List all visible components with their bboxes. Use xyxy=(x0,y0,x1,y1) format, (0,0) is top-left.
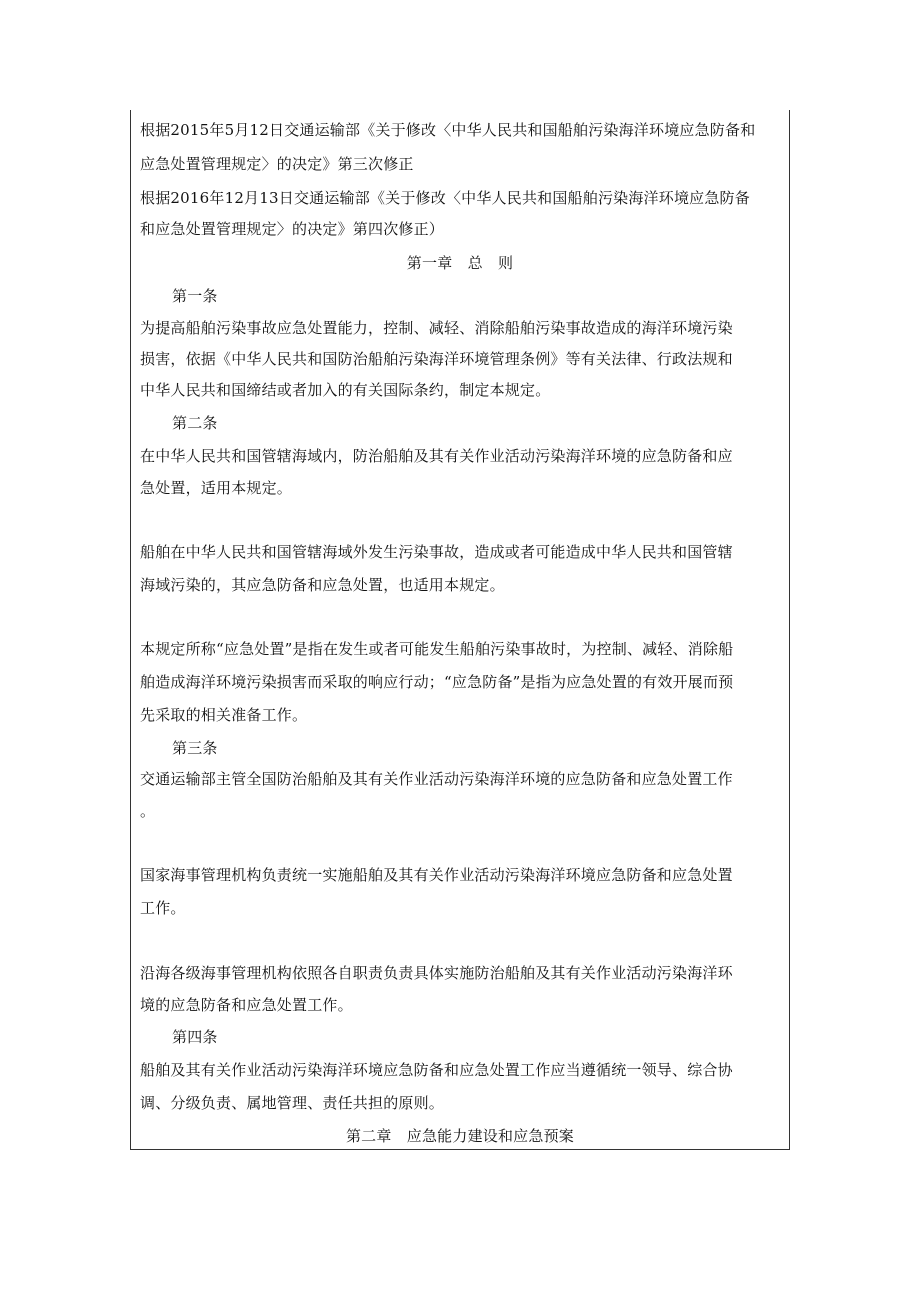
article-2-p2-line: 船舶在中华人民共和国管辖海域外发生污染事故，造成或者可能造成中华人民共和国管辖 xyxy=(140,543,733,561)
article-2-p3-line: 先采取的相关准备工作。 xyxy=(140,706,308,724)
chapter-2-title: 第二章 应急能力建设和应急预案 xyxy=(345,1127,574,1145)
article-4-label: 第四条 xyxy=(172,1028,218,1046)
article-4-line: 船舶及其有关作业活动污染海洋环境应急防备和应急处置工作应当遵循统一领导、综合协 xyxy=(140,1061,733,1079)
article-2-p1-line: 在中华人民共和国管辖海域内，防治船舶及其有关作业活动污染海洋环境的应急防备和应 xyxy=(140,447,733,465)
article-4-line: 调、分级负责、属地管理、责任共担的原则。 xyxy=(140,1094,445,1112)
article-1-line: 中华人民共和国缔结或者加入的有关国际条约，制定本规定。 xyxy=(140,381,551,399)
article-3-p3-line: 境的应急防备和应急处置工作。 xyxy=(140,996,353,1014)
article-1-line: 损害，依据《中华人民共和国防治船舶污染海洋环境管理条例》等有关法律、行政法规和 xyxy=(140,350,733,368)
article-2-p3-line: 本规定所称“应急处置”是指在发生或者可能发生船舶污染事故时，为控制、减轻、消除船 xyxy=(140,640,734,658)
article-3-p1-line: 交通运输部主管全国防治船舶及其有关作业活动污染海洋环境的应急防备和应急处置工作 xyxy=(140,770,733,788)
chapter-1-title: 第一章 总 则 xyxy=(406,254,514,272)
revision-4-line-1: 根据2016年12月13日交通运输部《关于修改〈中华人民共和国船舶污染海洋环境应急防备 xyxy=(140,189,750,207)
revision-3-line-1: 根据2015年5月12日交通运输部《关于修改〈中华人民共和国船舶污染海洋环境应急防备和 xyxy=(140,121,756,139)
article-3-p2-line: 工作。 xyxy=(140,899,186,917)
article-3-p3-line: 沿海各级海事管理机构依照各自职责负责具体实施防治船舶及其有关作业活动污染海洋环 xyxy=(140,964,733,982)
revision-3-line-2: 应急处置管理规定〉的决定》第三次修正 xyxy=(140,155,414,173)
article-1-label: 第一条 xyxy=(172,287,218,305)
article-2-p3-line: 舶造成海洋环境污染损害而采取的响应行动；“应急防备”是指为应急处置的有效开展而预 xyxy=(140,673,734,691)
article-3-label: 第三条 xyxy=(172,739,218,757)
revision-4-line-2: 和应急处置管理规定〉的决定》第四次修正） xyxy=(140,220,445,238)
article-3-p1-line: 。 xyxy=(140,802,156,820)
article-2-label: 第二条 xyxy=(172,414,218,432)
article-3-p2-line: 国家海事管理机构负责统一实施船舶及其有关作业活动污染海洋环境应急防备和应急处置 xyxy=(140,866,733,884)
article-2-p2-line: 海域污染的，其应急防备和应急处置，也适用本规定。 xyxy=(140,576,505,594)
article-2-p1-line: 急处置，适用本规定。 xyxy=(140,479,293,497)
article-1-line: 为提高船舶污染事故应急处置能力，控制、减轻、消除船舶污染事故造成的海洋环境污染 xyxy=(140,319,733,337)
